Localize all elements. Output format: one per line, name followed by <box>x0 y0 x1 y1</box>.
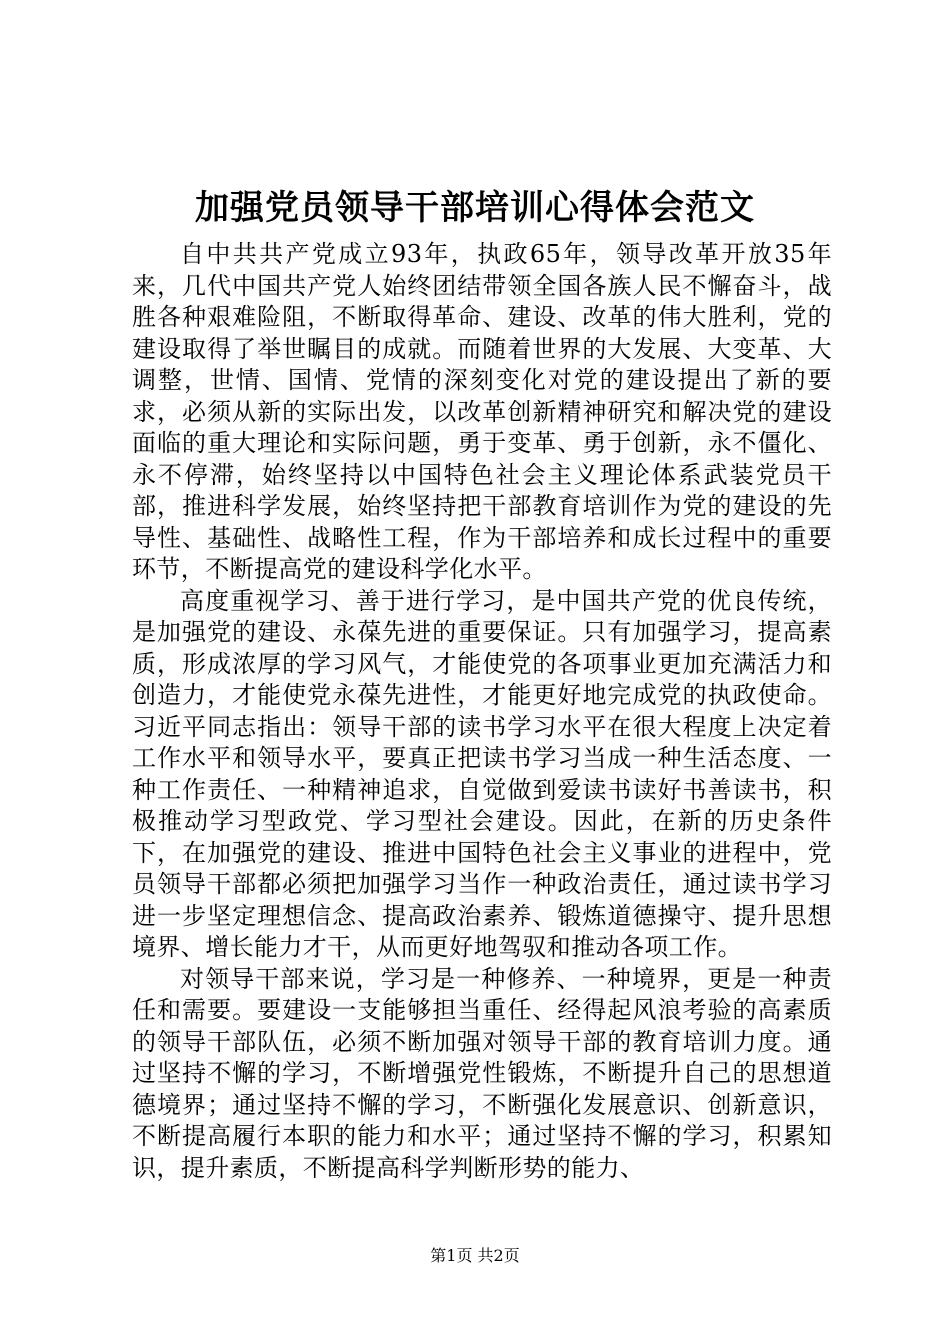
paragraph-2: 高度重视学习、善于进行学习，是中国共产党的优良传统，是加强党的建设、永葆先进的重要保证。只有加强学习，提高素质，形成浓厚的学习风气，才能使党的各项事业更加充满活力和创造力，才能使党永葆先进性，才能更好地完成党的执政使命。习近平同志指出：领导干部的读书学习水平在很大程度上决定着工作水平和领导水平，要真正把读书学习当成一种生活态度、一种工作责任、一种精神追求，自觉做到爱读书读好书善读书，积极推动学习型政党、学习型社会建设。因此，在新的历史条件下，在加强党的建设、推进中国特色社会主义事业的进程中，党员领导干部都必须把加强学习当作一种政治责任，通过读书学习进一步坚定理想信念、提高政治素养、锻炼道德操守、提升思想境界、增长能力才干，从而更好地驾驭和推动各项工作。 <box>132 586 832 961</box>
document-body <box>132 239 832 1184</box>
paragraph-1: 自中共共产党成立93年，执政65年，领导改革开放35年来，几代中国共产党人始终团结带领全国各族人民不懈奋斗，战胜各种艰难险阻，不断取得革命、建设、改革的伟大胜利，党的建设取得了举世瞩目的成就。而随着世界的大发展、大变革、大调整，世情、国情、党情的深刻变化对党的建设提出了新的要求，必须从新的实际出发，以改革创新精神研究和解决党的建设面临的重大理论和实际问题，勇于变革、勇于创新，永不僵化、永不停滞，始终坚持以中国特色社会主义理论体系武装党员干部，推进科学发展，始终坚持把干部教育培训作为党的建设的先导性、基础性、战略性工程，作为干部培养和成长过程中的重要环节，不断提高党的建设科学化水平。 <box>132 240 832 583</box>
paragraph-3: 对领导干部来说，学习是一种修养、一种境界，更是一种责任和需要。要建设一支能够担当重任、经得起风浪考验的高素质的领导干部队伍，必须不断加强对领导干部的教育培训力度。通过坚持不懈的学习，不断增强党性锻炼，不断提升自己的思想道德境界；通过坚持不懈的学习，不断强化发展意识、创新意识，不断提高履行本职的能力和水平；通过坚持不懈的学习，积累知识，提升素质，不断提高科学判断形势的能力、 <box>132 964 832 1182</box>
document-title: 加强党员领导干部培训心得体会范文 <box>195 188 755 228</box>
page-number-footer: 第1页 共2页 <box>430 1246 520 1265</box>
